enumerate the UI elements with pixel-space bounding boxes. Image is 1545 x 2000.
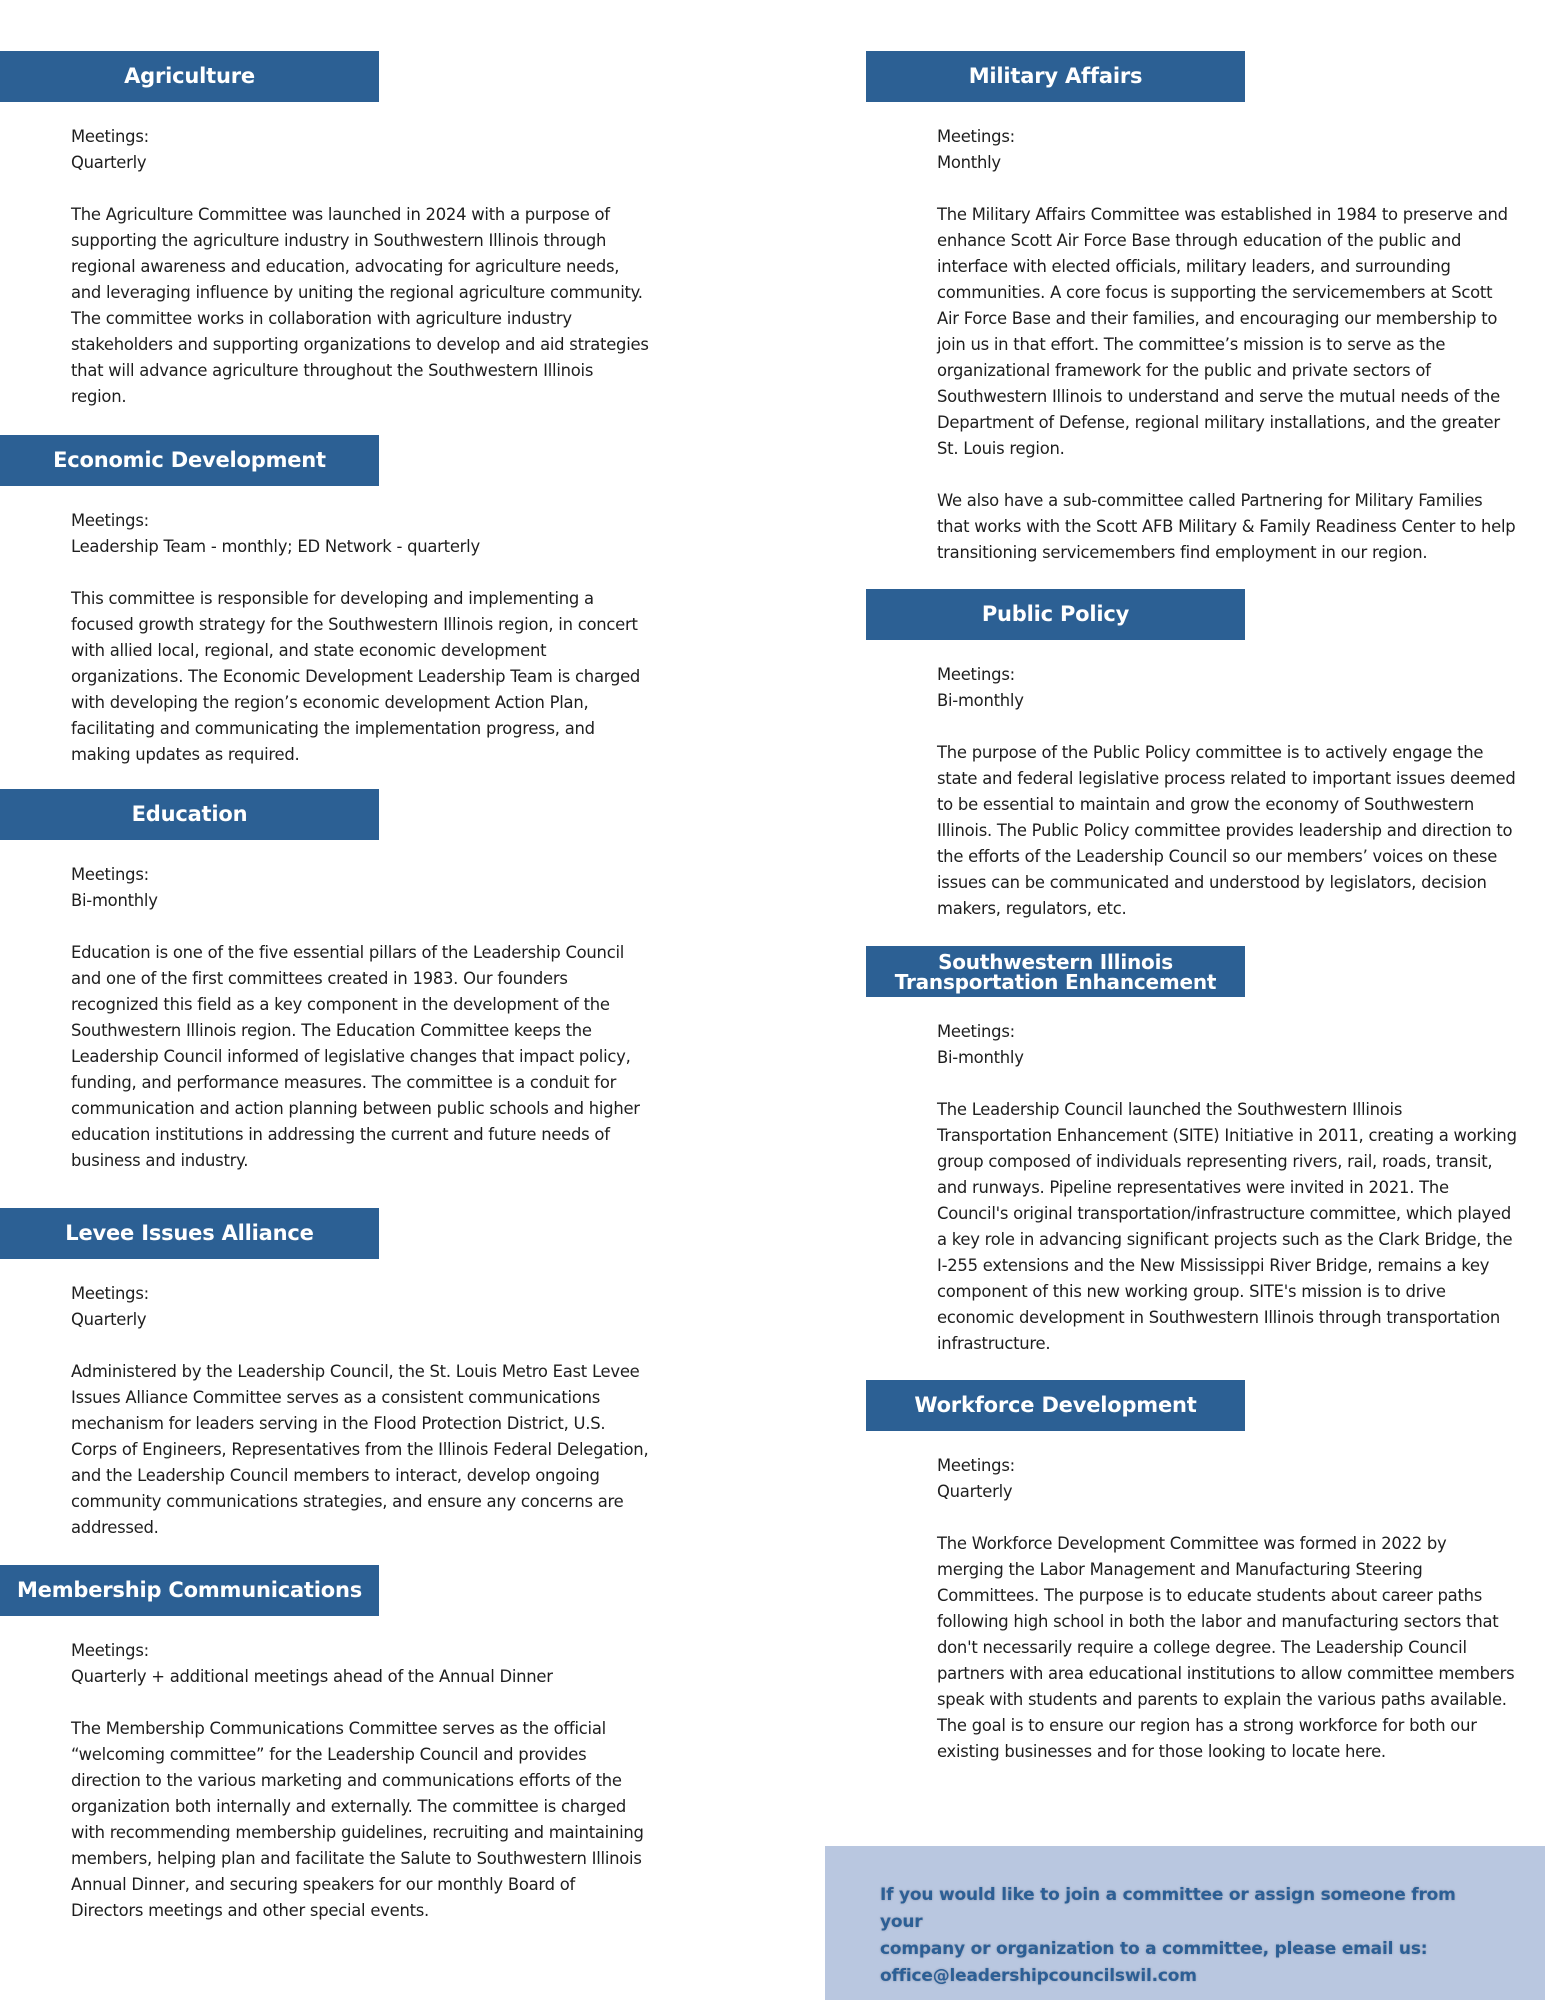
section-header-line2: Transportation Enhancement [894, 969, 1217, 994]
committee-economic-development [0, 435, 770, 768]
committee-description: The Agriculture Committee was launched in 2024 with a purpose of supporting the agriculture industry in Southwestern Illinois through regional awareness and education, advocating for agriculture needs, and leveraging influence by uniting the regional agriculture community. The committee works in collaboration with agriculture industry stakeholders and supporting organizations to develop and aid strategies that will advance agriculture throughout the Southwestern Illinois region. [71, 205, 649, 406]
committee-membership-communications [0, 1565, 770, 1924]
committee-description: The Workforce Development Committee was formed in 2022 by merging the Labor Management and Manufacturing Steering Committees. The purpose is to educate students about career paths following high school in both the labor and manufacturing sectors that don't necessarily require a college degree. The Leadership Council partners with area educational institutions to allow committee members speak with students and parents to explain the various paths available. The goal is to ensure our region has a strong workforce for both our existing businesses and for those looking to locate here. [937, 1534, 1515, 1761]
meetings-info [71, 1281, 651, 1333]
committee-description: This committee is responsible for developing and implementing a focused growth strategy for the Southwestern Illinois region, in concert with allied local, regional, and state economic development organizations. The Economic Development Leadership Team is charged with developing the region’s economic development Action Plan, facilitating and communicating the implementation progress, and making updates as required. [71, 589, 641, 764]
callout-text [880, 1882, 1500, 1990]
meetings-label: Meetings: [71, 1284, 149, 1303]
committee-description: Administered by the Leadership Council, the St. Louis Metro East Levee Issues Alliance Committee serves as a consistent communications mechanism for leaders serving in the Flood Protection District, U.S. Corps of Engineers, Representatives from the Illinois Federal Delegation, and the Leadership Council members to interact, develop ongoing community communications strategies, and ensure any concerns are addressed. [71, 1362, 649, 1537]
join-committee-callout [825, 1846, 1545, 2000]
meetings-label: Meetings: [71, 1641, 149, 1660]
meetings-info [71, 124, 651, 176]
committee-workforce-development [866, 1380, 1545, 1765]
section-header: Education [0, 789, 379, 840]
committee-description: The purpose of the Public Policy committee is to actively engage the state and federal legislative process related to important issues deemed to be essential to maintain and grow the economy of Southwestern Illinois. The Public Policy committee provides leadership and direction to the efforts of the Leadership Council so our members’ voices on these issues can be communicated and understood by legislators, decision makers, regulators, etc. [937, 743, 1516, 918]
committee-description: Education is one of the five essential pillars of the Leadership Council and one of the first committees created in 1983. Our founders recognized this field as a key component in the development of the Southwestern Illinois region. The Education Committee keeps the Leadership Council informed of legislative changes that impact policy, funding, and performance measures. The committee is a conduit for communication and action planning between public schools and higher education institutions in addressing the current and future needs of business and industry. [71, 943, 640, 1170]
meetings-info [937, 124, 1517, 176]
callout-line2: company or organization to a committee, please email us: [880, 1939, 1428, 1959]
meetings-info [937, 1019, 1517, 1071]
section-header [866, 946, 1245, 997]
section-header: Levee Issues Alliance [0, 1208, 379, 1259]
committee-public-policy [866, 589, 1545, 922]
meetings-label: Meetings: [937, 665, 1015, 684]
meetings-label: Meetings: [71, 511, 149, 530]
meetings-frequency: Leadership Team - monthly; ED Network - quarterly [71, 537, 480, 556]
section-header: Workforce Development [866, 1380, 1245, 1431]
section-header: Military Affairs [866, 51, 1245, 102]
meetings-frequency: Quarterly [937, 1482, 1013, 1501]
committee-description: The Leadership Council launched the Southwestern Illinois Transportation Enhancement (SITE) Initiative in 2011, creating a working group composed of individuals representing rivers, rail, roads, transit, and runways. Pipeline representatives were invited in 2021. The Council's original transportation/infrastructure committee, which played a key role in advancing significant projects such as the Clark Bridge, the I-255 extensions and the New Mississippi River Bridge, remains a key component of this new working group. SITE's mission is to drive economic development in Southwestern Illinois through transportation infrastructure. [937, 1100, 1517, 1353]
section-header: Public Policy [866, 589, 1245, 640]
committee-military-affairs [866, 51, 1545, 566]
meetings-frequency: Quarterly [71, 153, 147, 172]
committee-education [0, 789, 770, 1174]
section-header: Economic Development [0, 435, 379, 486]
callout-line1: If you would like to join a committee or assign someone from your [880, 1885, 1456, 1932]
meetings-label: Meetings: [71, 127, 149, 146]
meetings-frequency: Quarterly + additional meetings ahead of the Annual Dinner [71, 1667, 553, 1686]
meetings-info [71, 1638, 651, 1690]
meetings-label: Meetings: [937, 127, 1015, 146]
committee-description: The Membership Communications Committee serves as the official “welcoming committee” for the Leadership Council and provides direction to the various marketing and communications efforts of the organization both internally and externally. The committee is charged with recommending membership guidelines, recruiting and maintaining members, helping plan and facilitate the Salute to Southwestern Illinois Annual Dinner, and securing speakers for our monthly Board of Directors meetings and other special events. [71, 1719, 644, 1920]
meetings-info [937, 662, 1517, 714]
meetings-label: Meetings: [937, 1456, 1015, 1475]
meetings-frequency: Quarterly [71, 1310, 147, 1329]
contact-email-link[interactable]: office@leadershipcouncilswil.com [880, 1966, 1197, 1986]
meetings-label: Meetings: [937, 1022, 1015, 1041]
meetings-info [71, 508, 651, 560]
committee-agriculture [0, 51, 770, 410]
meetings-frequency: Monthly [937, 153, 1001, 172]
meetings-info [937, 1453, 1517, 1505]
section-header: Membership Communications [0, 1565, 379, 1616]
meetings-frequency: Bi-monthly [937, 1048, 1024, 1067]
committee-description: The Military Affairs Committee was established in 1984 to preserve and enhance Scott Air Force Base through education of the public and interface with elected officials, military leaders, and surrounding communities. A core focus is supporting the servicemembers at Scott Air Force Base and their families, and encouraging our membership to join us in that effort. The committee’s mission is to serve as the organizational framework for the public and private sectors of Southwestern Illinois to understand and serve the mutual needs of the Department of Defense, regional military installations, and the greater St. Louis region. [937, 205, 1508, 458]
meetings-frequency: Bi-monthly [71, 891, 158, 910]
meetings-label: Meetings: [71, 865, 149, 884]
committee-levee-issues-alliance [0, 1208, 770, 1541]
committee-site [866, 946, 1545, 1357]
meetings-info [71, 862, 651, 914]
committee-description-subcommittee: We also have a sub-committee called Partnering for Military Families that works with the Scott AFB Military & Family Readiness Center to help transitioning servicemembers find employment in our region. [937, 491, 1516, 562]
section-header: Agriculture [0, 51, 379, 102]
meetings-frequency: Bi-monthly [937, 691, 1024, 710]
section-header-line1: Southwestern Illinois [938, 949, 1173, 974]
